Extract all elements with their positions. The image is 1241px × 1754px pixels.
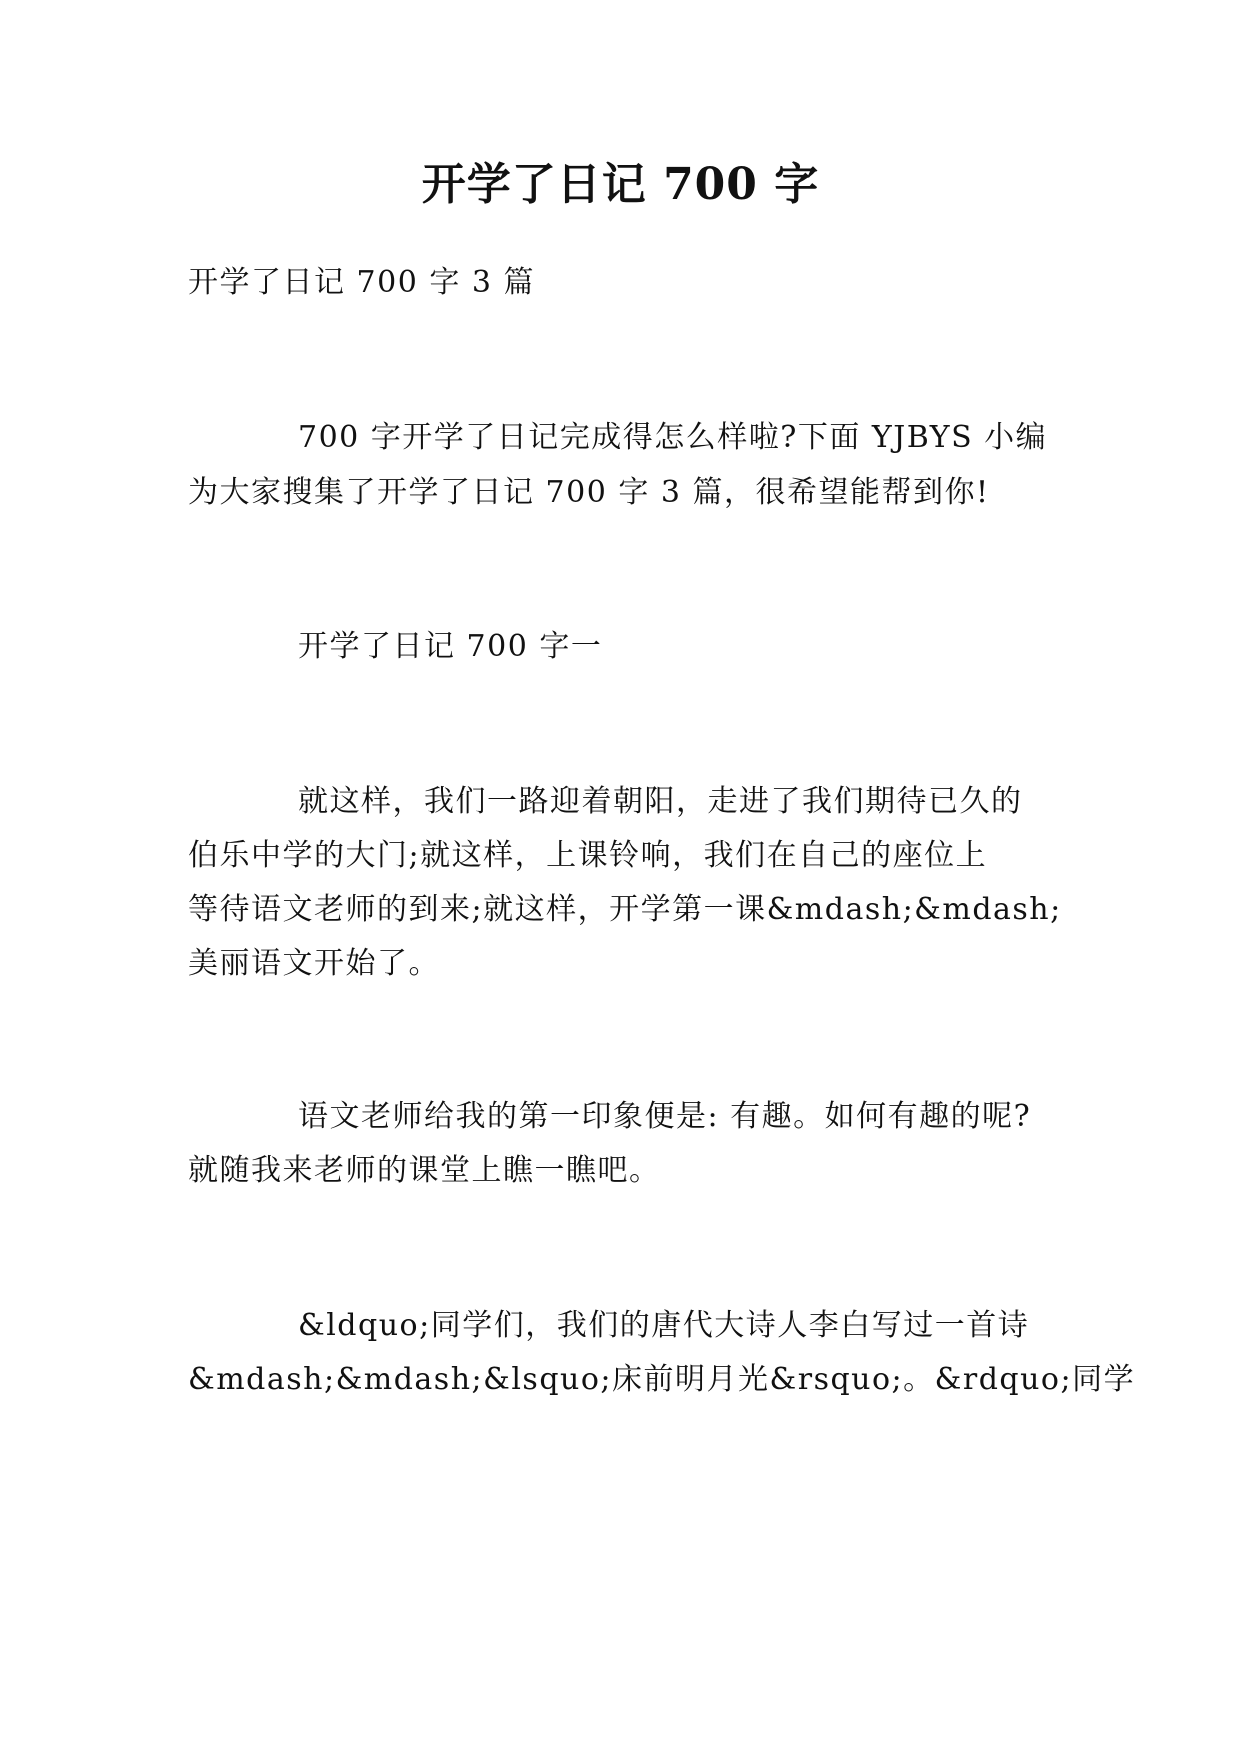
paragraph-line: 为大家搜集了开学了日记 700 字 3 篇，很希望能帮到你!: [188, 475, 990, 510]
paragraph-line: &mdash;&mdash;&lsquo;床前明月光&rsquo;。&rdquo;同学: [188, 1362, 1136, 1397]
paragraph-line: 伯乐中学的大门;就这样，上课铃响，我们在自己的座位上: [188, 838, 988, 873]
paragraph-line: &ldquo;同学们，我们的唐代大诗人李白写过一首诗: [298, 1308, 1030, 1343]
document-title: 开学了日记 700 字: [421, 159, 820, 210]
document-subtitle: 开学了日记 700 字 3 篇: [188, 265, 535, 300]
paragraph-line: 等待语文老师的到来;就这样，开学第一课&mdash;&mdash;: [188, 892, 1062, 927]
paragraph-line: 就这样，我们一路迎着朝阳，走进了我们期待已久的: [298, 784, 1023, 819]
paragraph-line: 美丽语文开始了。: [188, 946, 440, 981]
paragraph-line: 语文老师给我的第一印象便是: 有趣。如何有趣的呢?: [298, 1099, 1032, 1134]
paragraph-line: 700 字开学了日记完成得怎么样啦?下面 YJBYS 小编: [298, 420, 1048, 455]
paragraph-line: 开学了日记 700 字一: [298, 629, 603, 664]
paragraph-line: 就随我来老师的课堂上瞧一瞧吧。: [188, 1153, 661, 1188]
